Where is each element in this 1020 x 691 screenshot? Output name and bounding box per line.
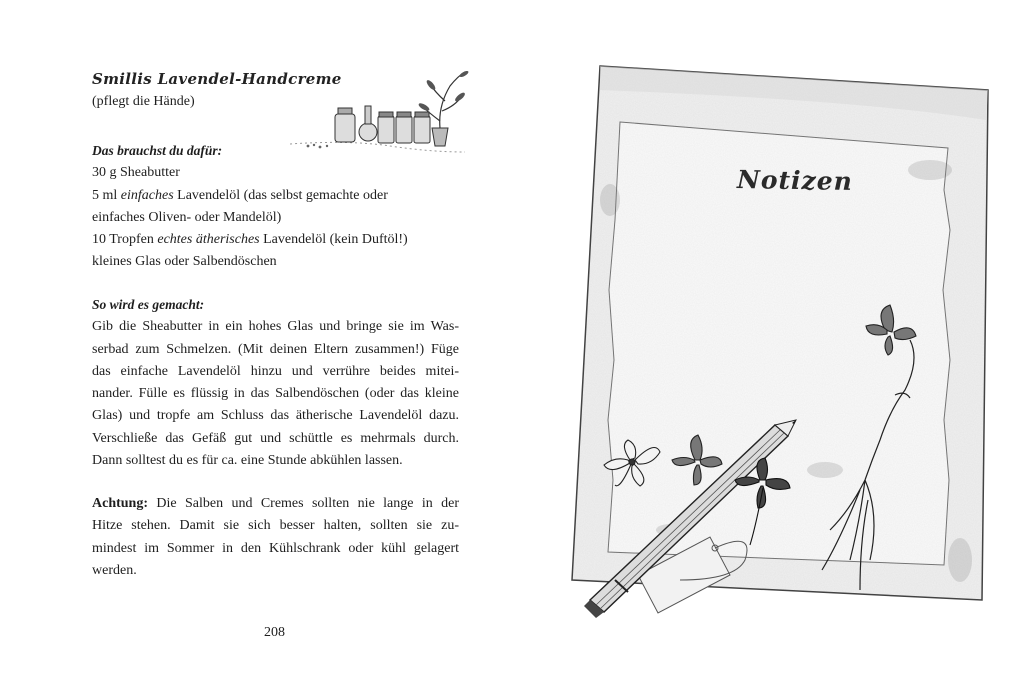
warning-line: Achtung: Die Salben und Cremes sollten nie lange in der <box>92 496 459 511</box>
method-line: nander. Fülle es flüssig in das Salbendöschen (oder das kleine <box>92 386 459 402</box>
warning-line: werden. <box>92 562 137 578</box>
ingredients-heading: Das brauchst du dafür: <box>92 143 223 158</box>
warning-line: Hitze stehen. Damit sie sich besser halten, sollten sie zu- <box>92 518 459 534</box>
recipe-title: Smillis Lavendel-Handcreme <box>92 70 342 88</box>
notes-title: Notizen <box>736 164 854 197</box>
method-section <box>92 294 459 472</box>
ingredient-line: einfaches Oliven- oder Mandelöl) <box>92 209 282 225</box>
method-line: serbad zum Schmelzen. (Mit deinen Eltern zusammen!) Füge <box>92 341 459 357</box>
warning-label: Achtung: <box>92 496 149 511</box>
method-line: Dann solltest du es für ca. eine Stunde abkühlen lassen. <box>92 453 403 469</box>
warning-section <box>92 493 459 582</box>
warning-line: mindest im Sommer in den Kühlschrank oder kühl gelagert <box>92 540 459 556</box>
ingredients-section <box>92 140 459 274</box>
method-line: Verschließe das Gefäß gut und schüttle es mehrmals durch. <box>92 430 459 446</box>
method-line: Gib die Sheabutter in ein hohes Glas und bringe sie im Was- <box>92 319 459 335</box>
recipe-subtitle: (pflegt die Hände) <box>92 94 195 109</box>
method-line: Glas) und tropfe am Schluss das ätherische Lavendelöl dazu. <box>92 408 459 424</box>
notes-illustration <box>560 60 1000 640</box>
ingredient-line: 5 ml einfaches Lavendelöl (das selbst gemachte oder <box>92 187 388 203</box>
method-heading: So wird es gemacht: <box>92 297 205 312</box>
ingredient-line: kleines Glas oder Salbendöschen <box>92 254 277 270</box>
ingredient-line: 30 g Sheabutter <box>92 165 180 181</box>
method-line: das einfache Lavendelöl hinzu und verrühre beides mitei- <box>92 363 459 379</box>
page-number: 208 <box>264 625 285 640</box>
ingredient-line: 10 Tropfen echtes ätherisches Lavendelöl (kein Duftöl!) <box>92 232 408 248</box>
